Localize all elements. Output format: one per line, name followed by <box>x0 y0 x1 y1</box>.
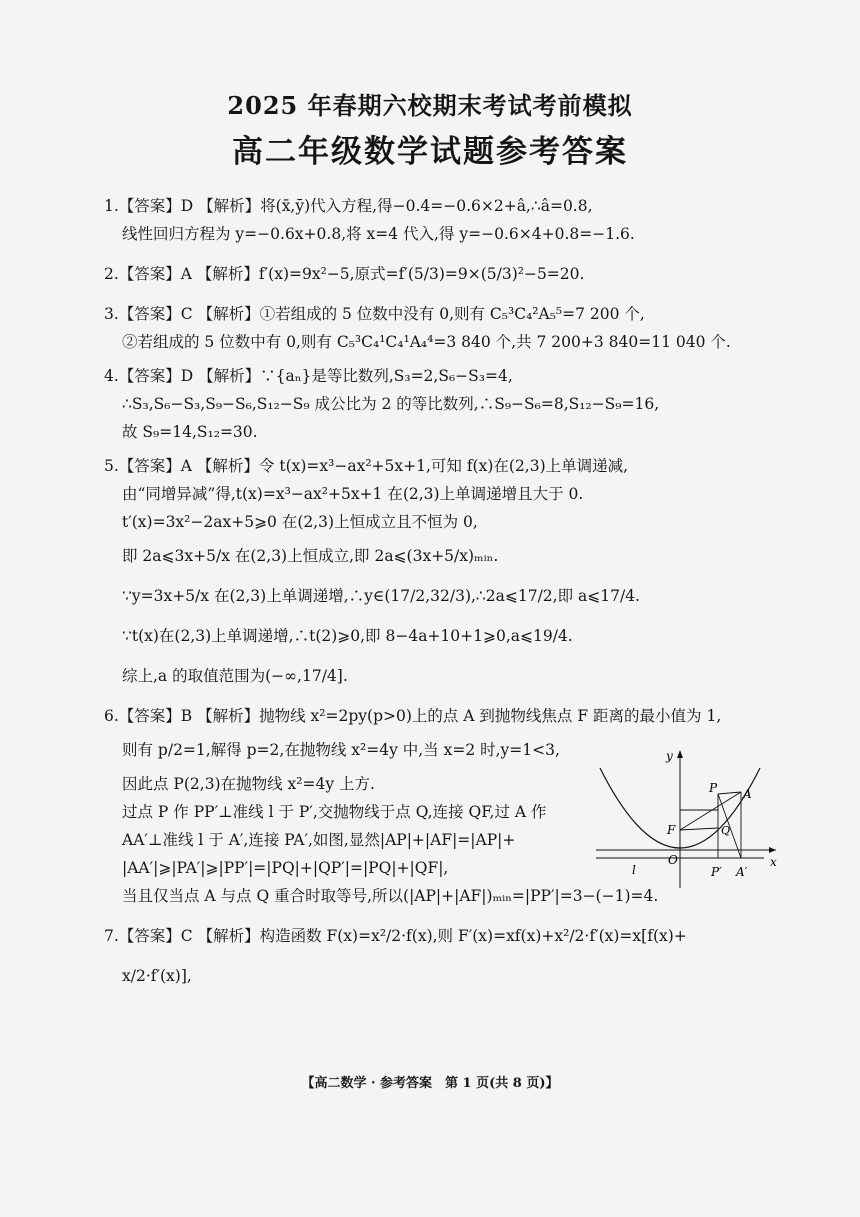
text-line: ∵y=3x+5/x 在(2,3)上单调递增,∴y∈(17/2,32/3),∴2a⩽17/2,即 a⩽17/4. <box>122 587 640 605</box>
text-line: x/2·f′(x)], <box>122 967 192 985</box>
label-p: P <box>709 781 718 795</box>
label-o: O <box>668 853 678 867</box>
text-line: AA′⊥准线 l 于 A′,连接 PA′,如图,显然|AP|+|AF|=|AP|+ <box>122 831 516 849</box>
text-line: 7.【答案】C 【解析】构造函数 F(x)=x²/2·f(x),则 F′(x)=xf(x)+x²/2·f′(x)=x[f(x)+ <box>104 927 687 945</box>
text-line: 因此点 P(2,3)在抛物线 x²=4y 上方. <box>122 775 375 793</box>
x-axis-arrow <box>769 847 776 853</box>
text-line: t′(x)=3x²−2ax+5⩾0 在(2,3)上恒成立且不恒为 0, <box>122 513 478 531</box>
text-line: 5.【答案】A 【解析】令 t(x)=x³−ax²+5x+1,可知 f(x)在(2,3)上单调递减, <box>104 457 629 475</box>
text-line: ②若组成的 5 位数中有 0,则有 C₅³C₄¹C₄¹A₄⁴=3 840 个,共 7 200+3 840=11 040 个. <box>122 333 731 351</box>
text-line: 6.【答案】B 【解析】抛物线 x²=2py(p>0)上的点 A 到抛物线焦点 F 距离的最小值为 1, <box>104 707 722 725</box>
text-line: 4.【答案】D 【解析】∵{aₙ}是等比数列,S₃=2,S₆−S₃=4, <box>104 367 513 385</box>
text-line: ∵t(x)在(2,3)上单调递增,∴t(2)⩾0,即 8−4a+10+1⩾0,a⩽19/4. <box>122 627 573 645</box>
problem-1 <box>104 192 764 248</box>
text-line: 1.【答案】D 【解析】将(x̄,ȳ)代入方程,得−0.4=−0.6×2+â,∴â=0.8, <box>104 197 593 215</box>
problem-7 <box>104 916 764 996</box>
text-line: 故 S₉=14,S₁₂=30. <box>122 423 258 441</box>
label-q: Q <box>721 824 731 837</box>
text-line: 当且仅当点 A 与点 Q 重合时取等号,所以(|AP|+|AF|)ₘᵢₙ=|PP′|=3−(−1)=4. <box>122 887 659 905</box>
label-p-prime: P′ <box>711 865 722 879</box>
page-footer: 【高二数学 · 参考答案 第 1 页(共 8 页)】 <box>301 1076 559 1091</box>
segment-fq <box>680 828 718 830</box>
text-line: 过点 P 作 PP′⊥准线 l 于 P′,交抛物线于点 Q,连接 QF,过 A 作 <box>122 803 547 821</box>
problem-2 <box>104 254 764 294</box>
label-x: x <box>770 855 777 869</box>
text-line: 则有 p/2=1,解得 p=2,在抛物线 x²=4y 中,当 x=2 时,y=1<3, <box>122 741 560 759</box>
label-a: A <box>743 787 752 801</box>
text-line: 3.【答案】C 【解析】①若组成的 5 位数中没有 0,则有 C₅³C₄²A₅⁵=7 200 个, <box>104 305 645 323</box>
text-line: |AA′|⩾|PA′|⩾|PP′|=|PQ|+|QP′|=|PQ|+|QF|, <box>122 859 449 877</box>
problem-3 <box>104 300 764 356</box>
segment-fa <box>680 792 741 830</box>
text-line: ∴S₃,S₆−S₃,S₉−S₆,S₁₂−S₉ 成公比为 2 的等比数列,∴S₉−S₆=8,S₁₂−S₉=16, <box>122 395 660 413</box>
page-title: 2025 年春期六校期末考试考前模拟 <box>227 91 633 120</box>
text-line: 2.【答案】A 【解析】f′(x)=9x²−5,原式=f′(5/3)=9×(5/3)²−5=20. <box>104 265 585 283</box>
text-line: 线性回归方程为 y=−0.6x+0.8,将 x=4 代入,得 y=−0.6×4+0.8=−1.6. <box>122 225 635 243</box>
label-y: y <box>666 749 673 763</box>
y-axis-arrow <box>677 750 683 758</box>
text-line: 由“同增异减”得,t(x)=x³−ax²+5x+1 在(2,3)上单调递增且大于 0. <box>122 485 584 503</box>
label-f: F <box>667 823 676 837</box>
problem-5 <box>104 452 764 696</box>
label-a-prime: A′ <box>736 865 748 879</box>
text-line: 即 2a⩽3x+5/x 在(2,3)上恒成立,即 2a⩽(3x+5/x)ₘᵢₙ. <box>122 547 499 565</box>
page-subtitle: 高二年级数学试题参考答案 <box>232 134 628 170</box>
label-l: l <box>632 863 636 877</box>
problem-4 <box>104 362 764 446</box>
parabola-diagram <box>596 748 782 888</box>
text-line: 综上,a 的取值范围为(−∞,17/4]. <box>122 667 348 685</box>
